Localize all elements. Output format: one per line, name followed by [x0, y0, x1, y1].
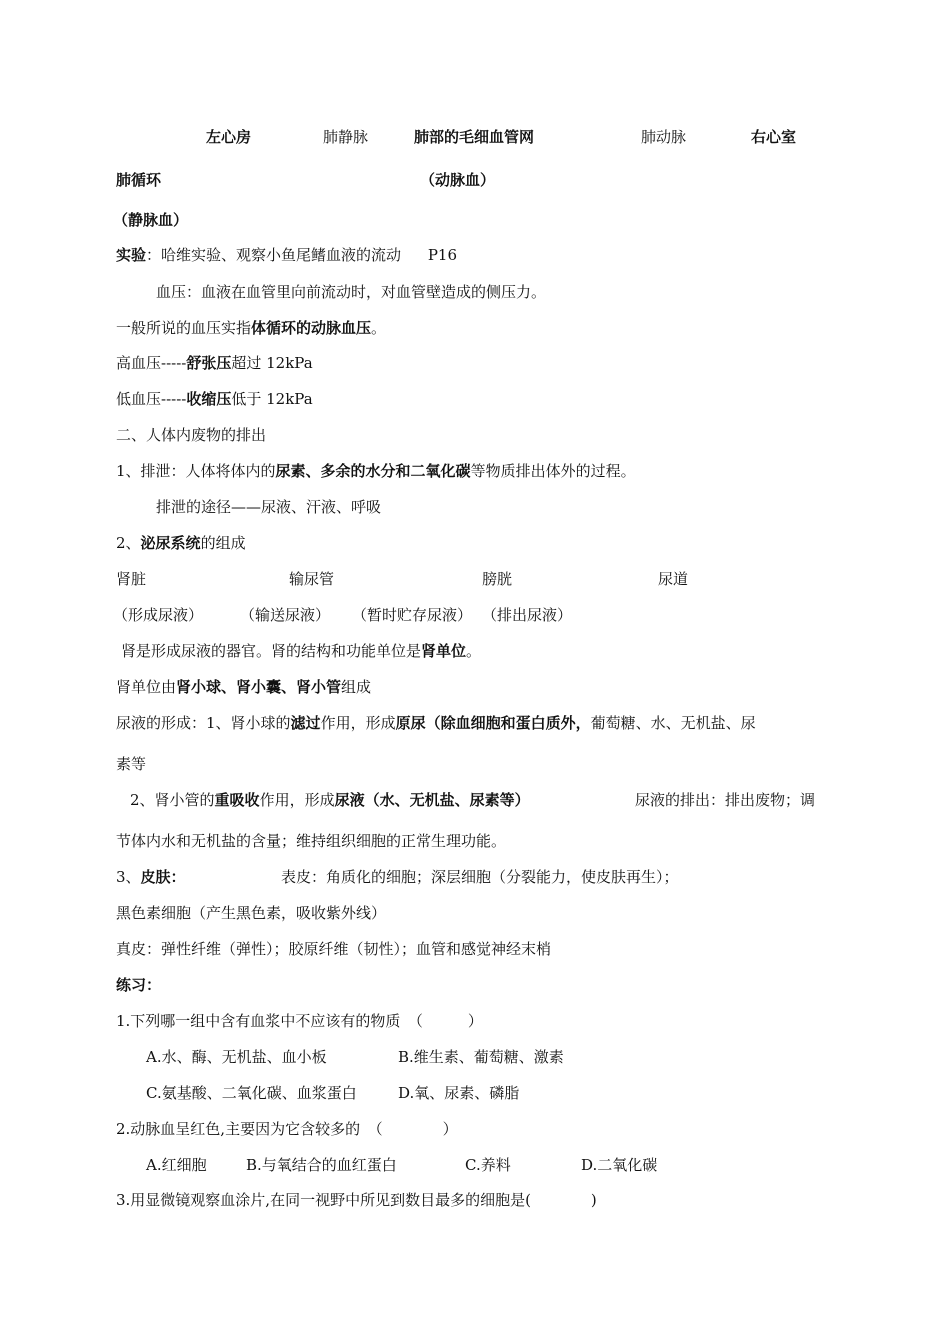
- urine-excretion-cont: 节体内水和无机盐的含量；维持组织细胞的正常生理功能。: [116, 832, 507, 850]
- organ-urethra: 尿道: [658, 570, 689, 588]
- experiment-line: [116, 245, 457, 265]
- urine-reabsorption: 2、肾小管的重吸收作用，形成尿液（水、无机盐、尿素等）: [130, 791, 530, 809]
- q2-option-b: B.与氧结合的血红蛋白: [246, 1156, 397, 1174]
- label-pulmonary-capillaries: 肺部的毛细血管网: [414, 128, 535, 146]
- function-kidney: （形成尿液）: [113, 606, 204, 624]
- nephron-statement: 肾单位由肾小球、肾小囊、肾小管组成: [116, 678, 372, 696]
- skin-heading: 3、皮肤：: [116, 868, 186, 886]
- organ-kidney: 肾脏: [116, 570, 147, 588]
- practice-heading: 练习：: [116, 976, 162, 994]
- bp-high: 高血压-----舒张压超过 12kPa: [116, 354, 313, 372]
- label-pulmonary-vein: 肺静脉: [323, 128, 369, 146]
- q2-option-c: C.养料: [465, 1156, 511, 1174]
- excretion-routes: 排泄的途径——尿液、汗液、呼吸: [156, 498, 382, 516]
- label-left-atrium: 左心房: [206, 128, 252, 146]
- q1-option-b: B.维生素、葡萄糖、激素: [398, 1048, 564, 1066]
- urine-filtration-cont: 素等: [116, 755, 147, 773]
- label-arterial-blood: （动脉血）: [420, 171, 496, 189]
- experiment-page: P16: [427, 246, 457, 264]
- q1-option-d: D.氧、尿素、磷脂: [398, 1084, 520, 1102]
- q1-option-c: C.氨基酸、二氧化碳、血浆蛋白: [146, 1084, 357, 1102]
- question-1: 1.下列哪一组中含有血浆中不应该有的物质 （ ）: [116, 1012, 483, 1030]
- organ-ureter: 输尿管: [289, 570, 335, 588]
- skin-epidermis: 表皮：角质化的细胞；深层细胞（分裂能力，使皮肤再生）；: [281, 868, 679, 886]
- organ-bladder: 膀胱: [482, 570, 513, 588]
- question-2: 2.动脉血呈红色,主要因为它含较多的 （ ）: [116, 1120, 458, 1138]
- function-ureter: （输送尿液）: [240, 606, 331, 624]
- q1-option-a: A.水、酶、无机盐、血小板: [146, 1048, 327, 1066]
- skin-dermis: 真皮：弹性纤维（弹性）；胶原纤维（韧性）；血管和感觉神经末梢: [116, 940, 552, 958]
- label-venous-blood: （静脉血）: [113, 211, 189, 229]
- q2-option-d: D.二氧化碳: [581, 1156, 658, 1174]
- excretion-definition: 1、排泄：人体将体内的尿素、多余的水分和二氧化碳等物质排出体外的过程。: [116, 462, 636, 480]
- urine-excretion: 尿液的排出：排出废物；调: [635, 791, 816, 809]
- bp-general: 一般所说的血压实指体循环的动脉血压。: [116, 319, 387, 337]
- label-pulmonary-artery: 肺动脉: [641, 128, 687, 146]
- kidney-statement: 肾是形成尿液的器官。肾的结构和功能单位是肾单位。: [121, 642, 482, 660]
- bp-definition: 血压：血液在血管里向前流动时，对血管壁造成的侧压力。: [156, 283, 547, 301]
- skin-melanin: 黑色素细胞（产生黑色素，吸收紫外线）: [116, 904, 387, 922]
- bp-low: 低血压-----收缩压低于 12kPa: [116, 390, 313, 408]
- label-right-ventricle: 右心室: [751, 128, 797, 146]
- urinary-system-heading: 2、泌尿系统的组成: [116, 534, 246, 552]
- section-heading: 二、人体内废物的排出: [116, 426, 267, 444]
- urine-filtration: 尿液的形成：1、肾小球的滤过作用，形成原尿（除血细胞和蛋白质外，葡萄糖、水、无机盐、尿: [116, 714, 756, 732]
- experiment-label: 实验: [116, 246, 147, 264]
- label-pulmonary-circulation: 肺循环: [116, 171, 162, 189]
- function-bladder: （暂时贮存尿液）: [352, 606, 473, 624]
- experiment-text: ：哈维实验、观察小鱼尾鳍血液的流动: [146, 246, 402, 264]
- function-urethra: （排出尿液）: [482, 606, 573, 624]
- question-3: 3.用显微镜观察血涂片,在同一视野中所见到数目最多的细胞是( ): [116, 1191, 597, 1209]
- q2-option-a: A.红细胞: [146, 1156, 207, 1174]
